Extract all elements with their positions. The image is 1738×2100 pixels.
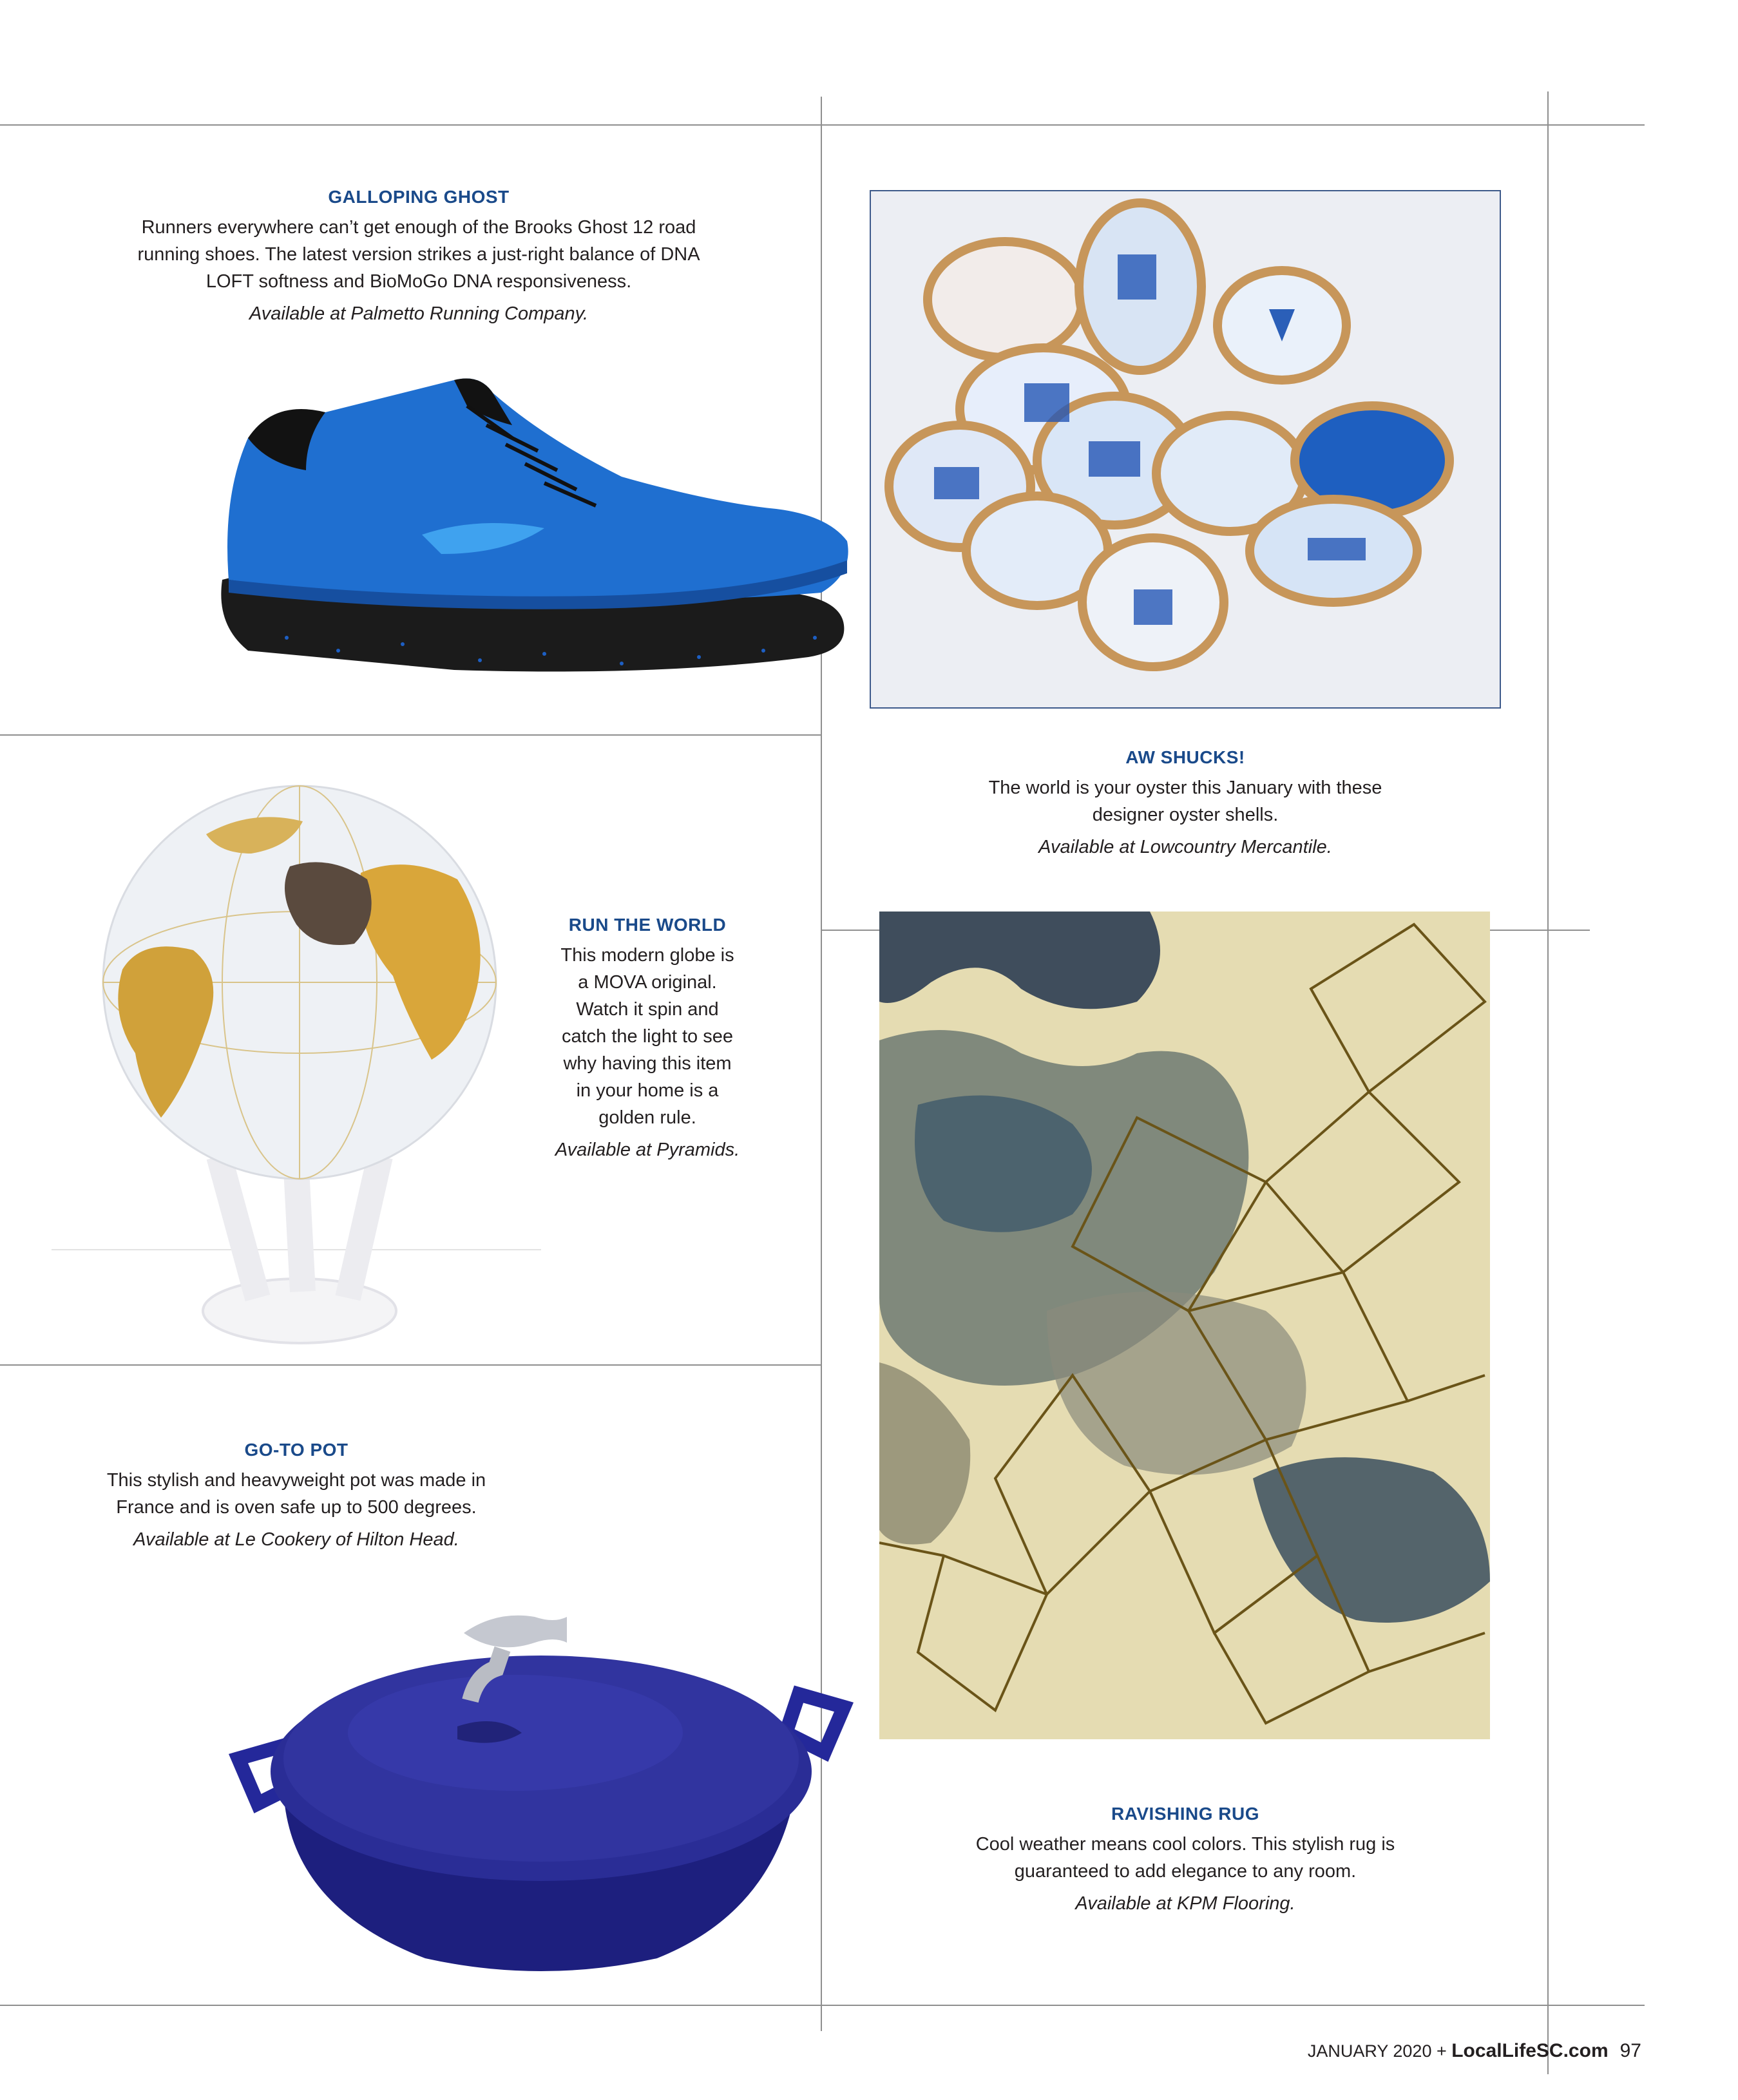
item-heading: AW SHUCKS! [1125,747,1245,767]
item-go-to-pot [97,1440,496,1553]
item-run-the-world [554,915,741,1163]
page-footer [1308,2040,1641,2062]
item-heading: GO-TO POT [244,1440,349,1460]
item-availability: Available at Pyramids. [555,1140,740,1160]
item-availability: Available at Le Cookery of Hilton Head. [133,1529,459,1550]
page-number: 97 [1619,2040,1641,2061]
rule-bottom [0,2005,1645,2006]
item-heading: GALLOPING GHOST [328,187,510,207]
item-description: This stylish and heavyweight pot was made in France and is oven safe up to 500 degrees. [106,1470,486,1518]
item-description: The world is your oyster this January with these designer oyster shells. [988,778,1382,825]
item-description: This modern globe is a MOVA original. Watch it spin and catch the light to see why having this item in your home is a golden rule. [560,945,734,1128]
running-shoe-image [209,367,854,689]
item-aw-shucks [969,747,1401,861]
item-galloping-ghost [135,187,702,327]
item-availability: Available at Palmetto Running Company. [249,303,589,324]
item-availability: Available at KPM Flooring. [1075,1893,1295,1914]
item-heading: RUN THE WORLD [568,915,727,935]
item-description: Runners everywhere can’t get enough of the Brooks Ghost 12 road running shoes. The latest version strikes a just-right balance of DNA LOFT softness and BioMoGo DNA responsiveness. [137,217,700,292]
rule-right-vertical [1547,91,1549,2074]
oyster-shells-image [870,190,1501,709]
cast-iron-pot-image [219,1598,863,1984]
rule-top [0,124,1645,126]
rug-image [879,912,1490,1739]
footer-date: JANUARY 2020 + [1307,2041,1452,2061]
globe-image [45,783,548,1391]
item-description: Cool weather means cool colors. This stylish rug is guaranteed to add elegance to any room. [975,1834,1395,1882]
footer-site: LocalLifeSC.com [1451,2040,1609,2061]
rule-left-mid [0,734,821,736]
item-heading: RAVISHING RUG [1111,1804,1259,1824]
item-availability: Available at Lowcountry Mercantile. [1038,837,1332,857]
item-ravishing-rug [969,1804,1401,1917]
